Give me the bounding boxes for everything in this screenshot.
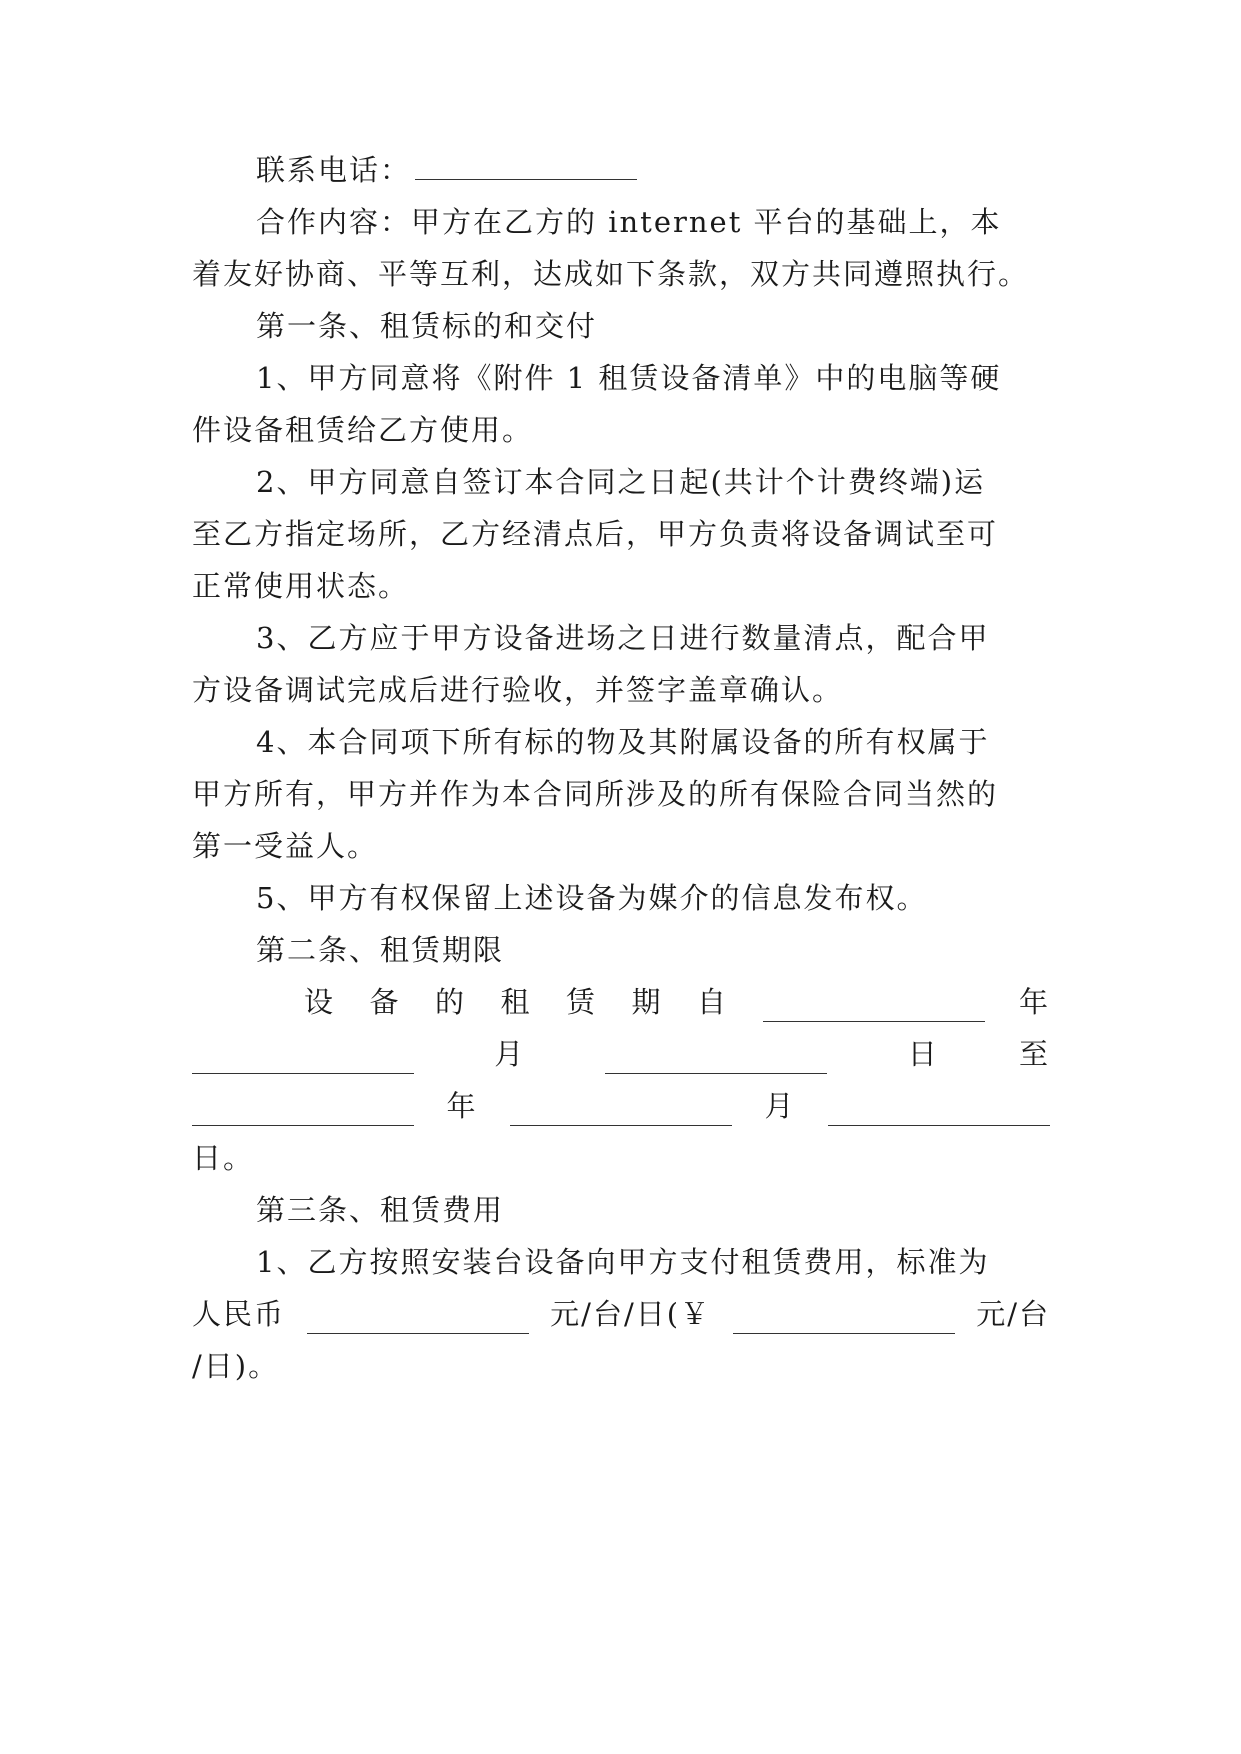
year-label: 年 <box>1018 985 1050 1019</box>
unit-label-2: 元/台 <box>976 1297 1050 1331</box>
article1-title: 第一条、租赁标的和交付 <box>256 309 598 343</box>
start-month-blank <box>192 1047 414 1074</box>
article3-item1-line2 <box>192 1294 1050 1334</box>
start-day-blank <box>605 1047 827 1074</box>
article3-title: 第三条、租赁费用 <box>256 1193 505 1227</box>
start-year-blank <box>763 995 985 1022</box>
article1-item4-line2: 甲方所有，甲方并作为本合同所涉及的所有保险合同当然的 <box>192 777 999 811</box>
article1-item3-line1: 3、乙方应于甲方设备进场之日进行数量清点，配合甲 <box>256 621 990 655</box>
cooperation-line-1: 合作内容：甲方在乙方的 internet 平台的基础上，本 <box>256 205 1002 239</box>
article1-item2-line2: 至乙方指定场所，乙方经清点后，甲方负责将设备调试至可 <box>192 517 999 551</box>
phone-line <box>192 150 1050 190</box>
article1-item4-line3: 第一受益人。 <box>192 829 379 863</box>
period-char: 备 <box>369 985 401 1019</box>
article1-item1-line2: 件设备租赁给乙方使用。 <box>192 413 534 447</box>
unit-label-1: 元/台/日(￥ <box>550 1297 712 1331</box>
article3-item1-line1: 1、乙方按照安装台设备向甲方支付租赁费用，标准为 <box>256 1245 990 1279</box>
period-char: 期 <box>631 985 663 1019</box>
rmb-label: 人民币 <box>192 1297 286 1331</box>
end-day-blank <box>828 1099 1050 1126</box>
article3-item1-line3: /日)。 <box>192 1349 280 1383</box>
article1-item3-line2: 方设备调试完成后进行验收，并签字盖章确认。 <box>192 673 844 707</box>
day-label: 日 <box>907 1037 939 1071</box>
month-label: 月 <box>764 1089 796 1123</box>
period-char: 赁 <box>566 985 598 1019</box>
phone-blank <box>415 153 637 180</box>
article2-period-line1 <box>192 982 1050 1022</box>
article2-title: 第二条、租赁期限 <box>256 933 505 967</box>
period-char: 的 <box>435 985 467 1019</box>
rmb-amount-blank <box>307 1307 529 1334</box>
article1-item2-line3: 正常使用状态。 <box>192 569 410 603</box>
article1-item5-line1: 5、甲方有权保留上述设备为媒介的信息发布权。 <box>256 881 928 915</box>
month-label: 月 <box>494 1037 526 1071</box>
period-char: 自 <box>697 985 729 1019</box>
end-month-blank <box>510 1099 732 1126</box>
end-year-blank <box>192 1099 414 1126</box>
cooperation-line-2: 着友好协商、平等互利，达成如下条款，双方共同遵照执行。 <box>192 257 1030 291</box>
period-char: 租 <box>500 985 532 1019</box>
article2-period-end: 日。 <box>192 1141 255 1175</box>
article2-period-line2 <box>192 1034 1050 1074</box>
phone-label: 联系电话： <box>256 153 412 187</box>
year-label: 年 <box>446 1089 478 1123</box>
article1-item1-line1: 1、甲方同意将《附件 1 租赁设备清单》中的电脑等硬 <box>256 361 1002 395</box>
yen-amount-blank <box>733 1307 955 1334</box>
article1-item4-line1: 4、本合同项下所有标的物及其附属设备的所有权属于 <box>256 725 990 759</box>
article1-item2-line1: 2、甲方同意自签订本合同之日起(共计个计费终端)运 <box>256 465 986 499</box>
to-label: 至 <box>1018 1037 1050 1071</box>
article2-period-line3 <box>192 1086 1050 1126</box>
period-char: 设 <box>304 985 336 1019</box>
